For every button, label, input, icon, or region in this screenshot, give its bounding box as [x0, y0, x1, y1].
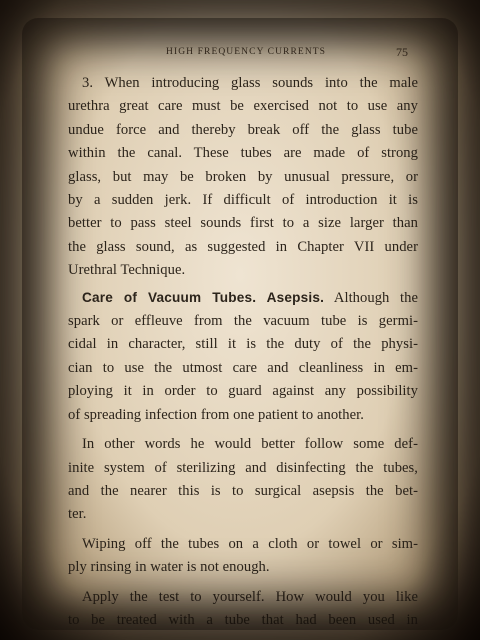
text-line: better to pass steel sounds first to a size larger than: [68, 215, 418, 232]
page-body: [68, 72, 418, 632]
text-line: Apply the test to yourself. How would you like: [82, 588, 418, 605]
text-line: to be treated with a tube that had been used in: [68, 611, 418, 628]
section-heading: Care of Vacuum Tubes. Asepsis.: [82, 289, 325, 305]
heading-continuation: Although the: [333, 289, 418, 306]
text-line: [68, 286, 418, 310]
text-line: the glass sound, as suggested in Chapter VII under: [68, 238, 418, 255]
text-line: and the nearer this is to surgical asepsis the bet-: [68, 482, 418, 499]
running-title: HIGH FREQUENCY CURRENTS: [166, 47, 327, 57]
text-line: In other words he would better follow some def-: [82, 436, 418, 453]
page-number: 75: [396, 45, 408, 59]
text-line: Urethral Technique.: [68, 262, 186, 279]
paragraph-wiping: [68, 533, 418, 580]
text-line: cian to use the utmost care and cleanliness in em-: [68, 359, 418, 376]
text-line: of spreading infection from one patient to another.: [68, 406, 364, 423]
text-line: spark or effleuve from the vacuum tube is germi-: [68, 313, 418, 330]
text-line: ply rinsing in water is not enough.: [68, 559, 270, 576]
paragraph-glass-sounds: [68, 72, 418, 283]
text-line: glass, but may be broken by unusual pressure, or: [68, 168, 418, 185]
paragraph-sterilizing: [68, 433, 418, 527]
text-line: within the canal. These tubes are made of strong: [68, 145, 418, 162]
paragraph-apply-test: [68, 586, 418, 633]
text-line: cidal in character, still it is the duty of the physi-: [68, 336, 418, 353]
text-line: by a sudden jerk. If difficult of introduction it is: [68, 192, 418, 209]
text-line: ter.: [68, 506, 87, 523]
paragraph-care-of-tubes: [68, 286, 418, 427]
text-line: inite system of sterilizing and disinfecting the tubes,: [68, 459, 418, 476]
text-line: 3. When introducing glass sounds into the male: [82, 75, 418, 91]
text-line: undue force and thereby break off the glass tube: [68, 121, 418, 138]
text-line: ploying it in order to guard against any possibility: [68, 383, 418, 400]
text-line: Wiping off the tubes on a cloth or towel or sim-: [82, 535, 418, 552]
text-line: urethra great care must be exercised not to use any: [68, 98, 418, 115]
